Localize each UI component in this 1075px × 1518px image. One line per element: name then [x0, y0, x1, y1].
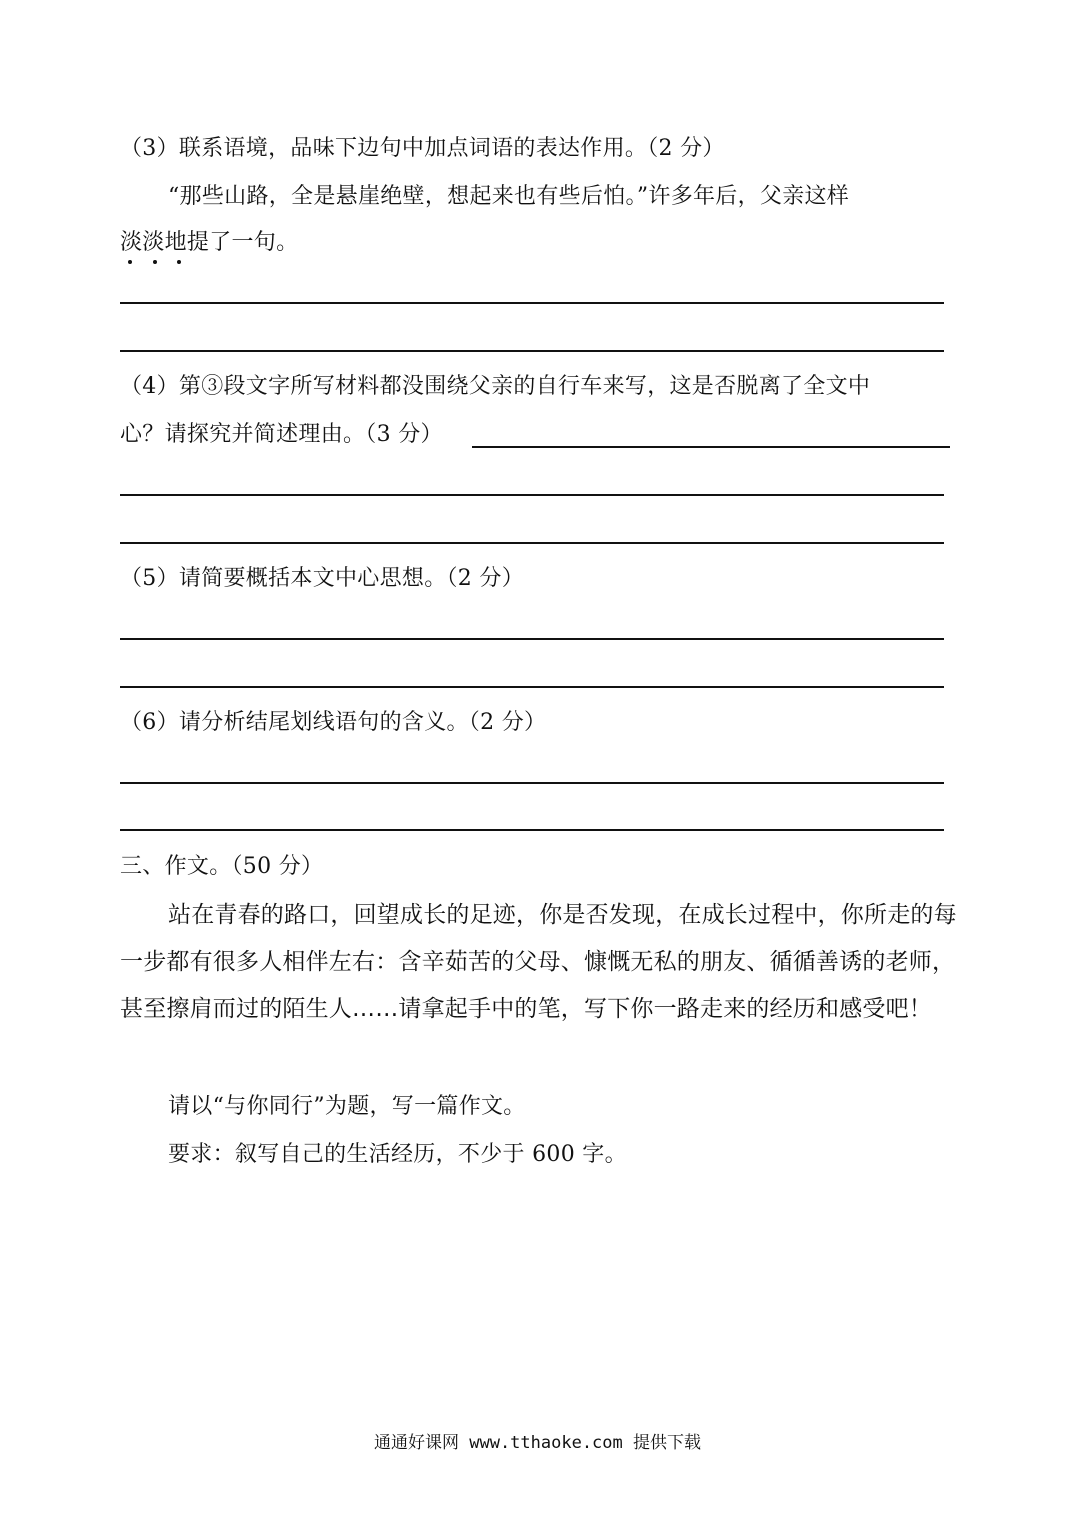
answer-line-q3-2[interactable]: [120, 350, 944, 352]
answer-line-q5-2[interactable]: [120, 686, 944, 688]
q6-title: （6）请分析结尾划线语句的含义。（2 分）: [120, 710, 547, 735]
q3-quote-line1: “那些山路，全是悬崖绝壁，想起来也有些后怕。”许多年后，父亲这样: [168, 184, 850, 209]
essay-topic: 请以“与你同行”为题，写一篇作文。: [168, 1094, 526, 1119]
essay-prompt: [120, 892, 960, 1033]
answer-line-q4-2[interactable]: [120, 542, 944, 544]
q3-quote-line2: 淡淡地提了一句。: [120, 230, 299, 255]
answer-line-q4-inline[interactable]: [472, 446, 950, 448]
q3-title: （3）联系语境，品味下边句中加点词语的表达作用。（2 分）: [120, 136, 725, 161]
essay-requirement: 要求：叙写自己的生活经历，不少于 600 字。: [168, 1142, 627, 1167]
answer-line-q6-1[interactable]: [120, 782, 944, 784]
answer-line-q6-2[interactable]: [120, 829, 944, 831]
answer-line-q5-1[interactable]: [120, 638, 944, 640]
page-footer: 通通好课网 www.tthaoke.com 提供下载: [374, 1433, 701, 1453]
section3-title: 三、作文。（50 分）: [120, 854, 324, 879]
q5-title: （5）请简要概括本文中心思想。（2 分）: [120, 566, 524, 591]
answer-line-q3-1[interactable]: [120, 302, 944, 304]
answer-line-q4-1[interactable]: [120, 494, 944, 496]
q4-line1: （4）第③段文字所写材料都没围绕父亲的自行车来写，这是否脱离了全文中: [120, 374, 871, 399]
q4-line2: 心？请探究并简述理由。（3 分）: [120, 422, 443, 447]
essay-prompt-text: 站在青春的路口，回望成长的足迹，你是否发现，在成长过程中，你所走的每一步都有很多人相伴左右：含辛茹苦的父母、慷慨无私的朋友、循循善诱的老师，甚至擦肩而过的陌生人……请拿起手中的笔，写下你一路走来的经历和感受吧！: [120, 902, 957, 1022]
